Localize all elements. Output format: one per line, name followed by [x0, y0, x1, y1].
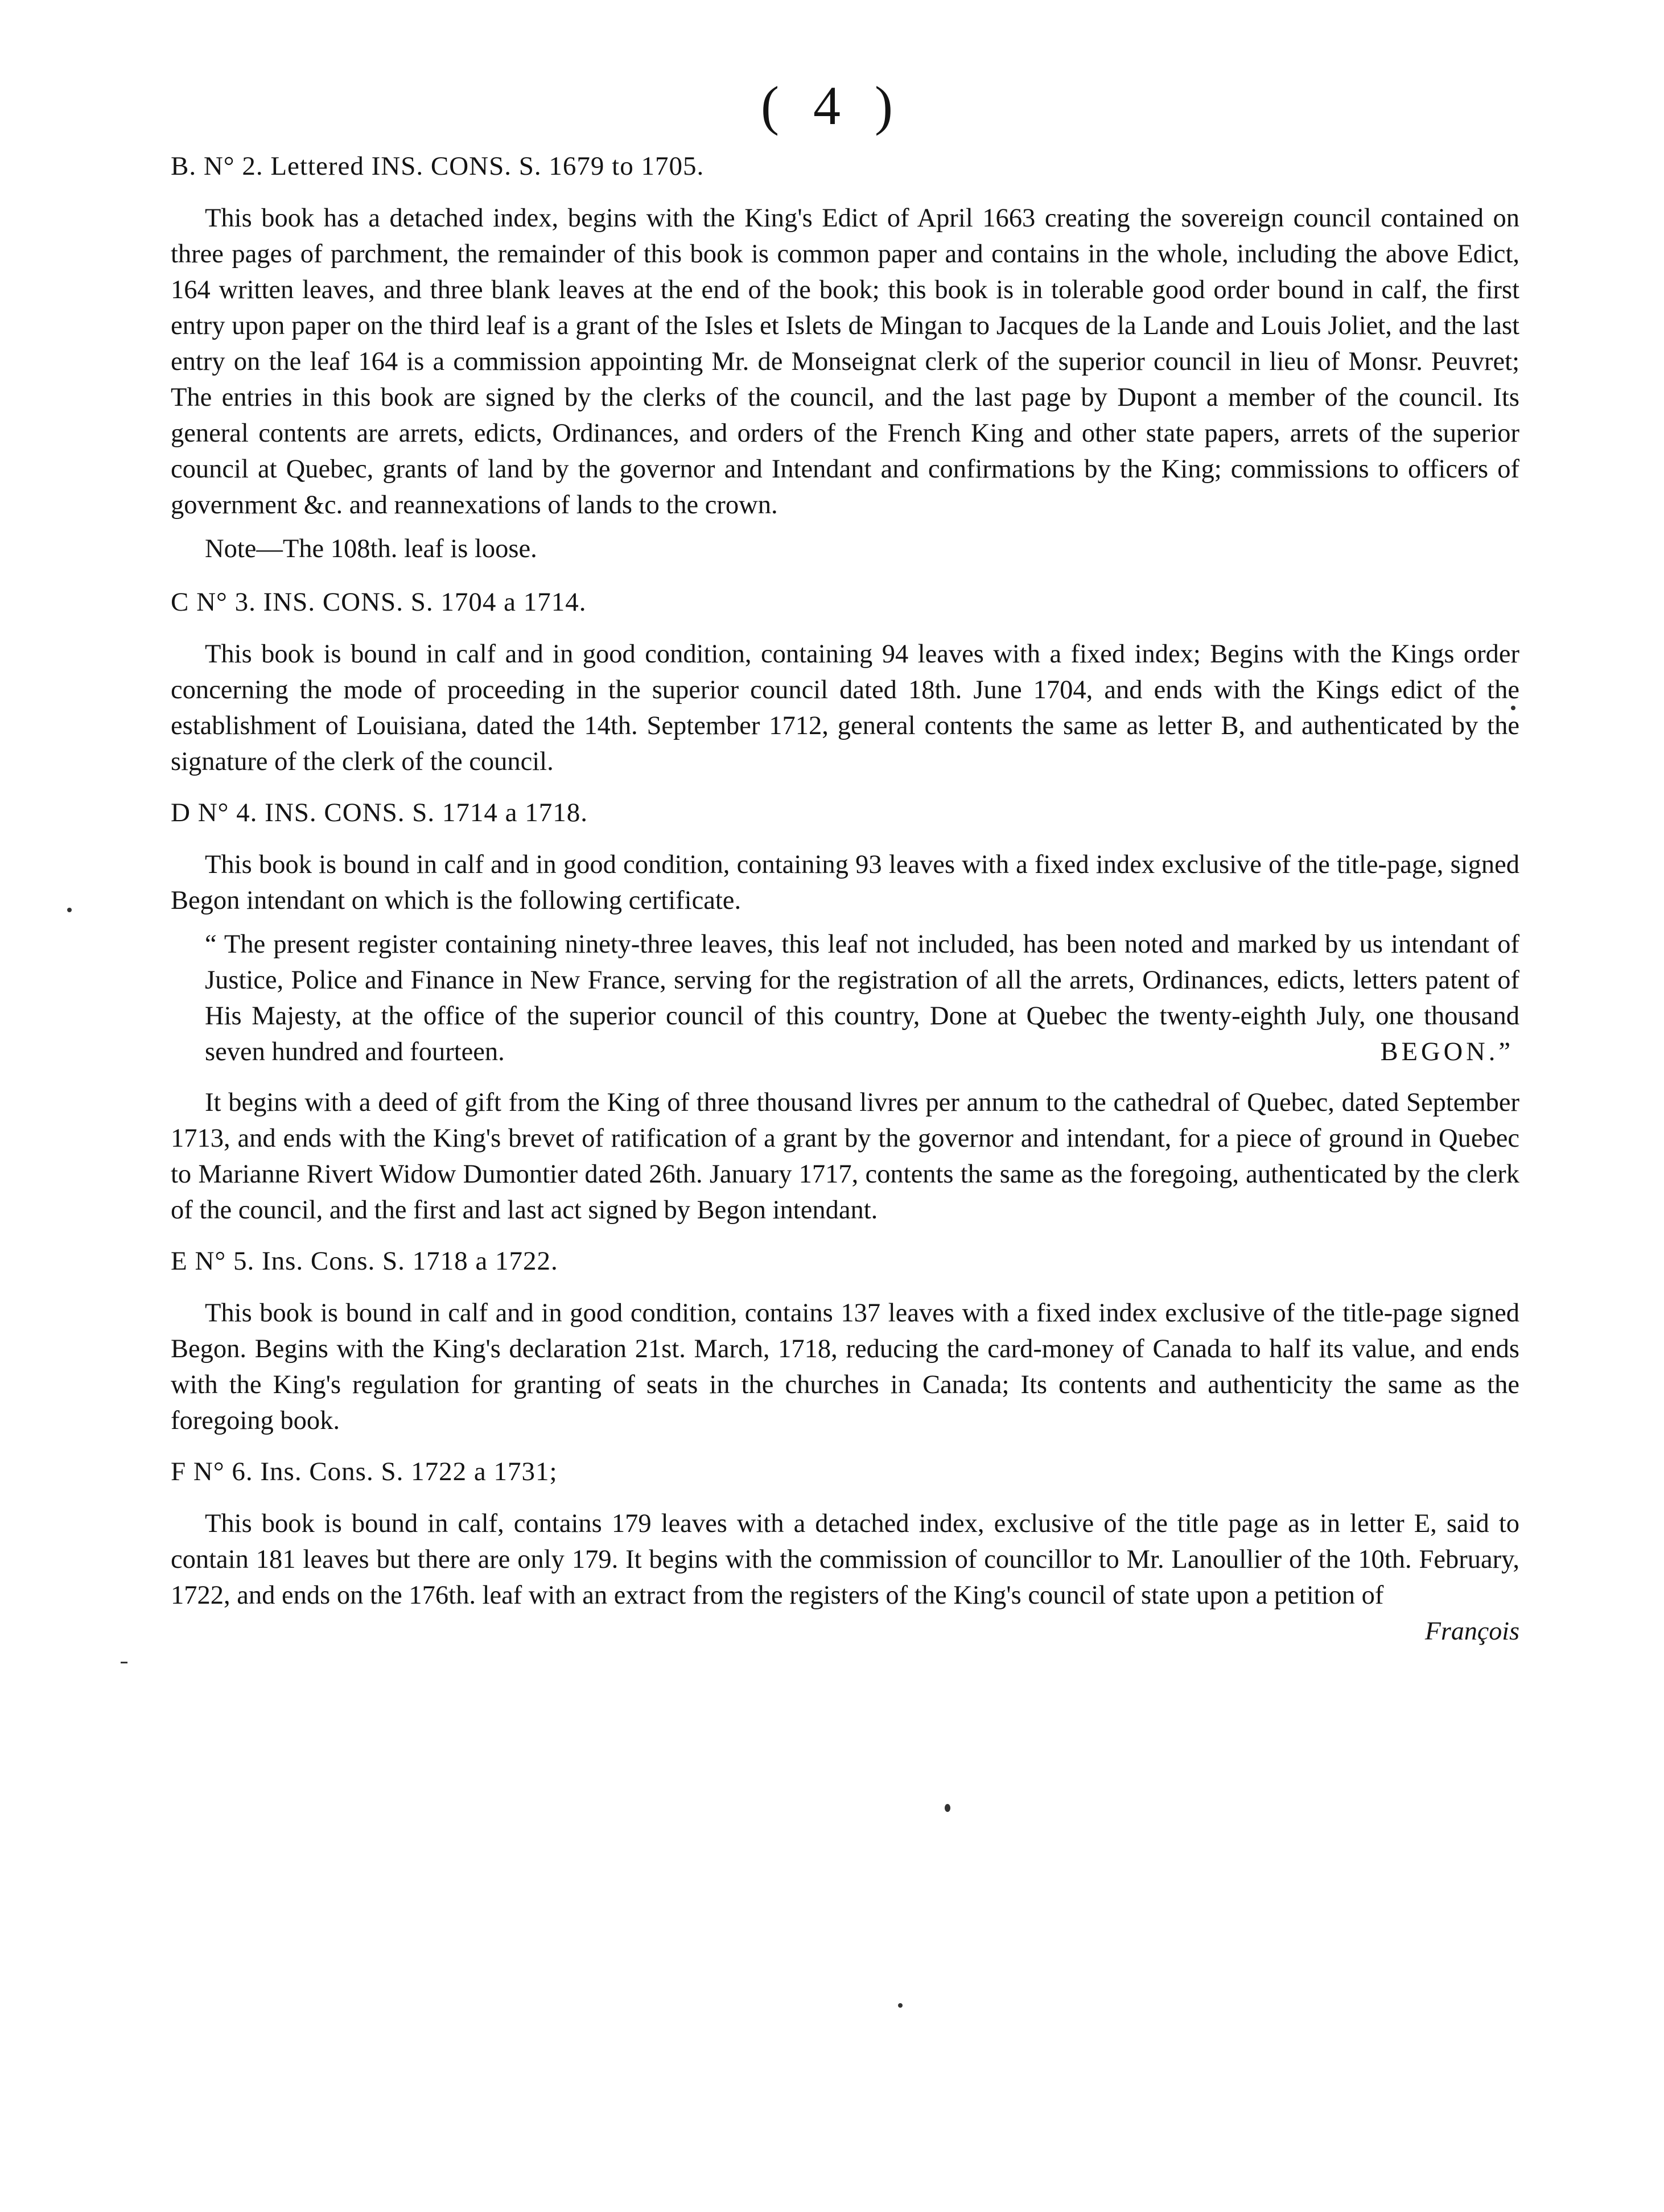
- entry-paragraph: This book has a detached index, begins with the King's Edict of April 1663 creating the sovereign council contained on three pages of parchment, the remainder of this book is common paper and contains in the whole, including the above Edict, 164 written leaves, and three blank leaves at the end of the book; this book is in tolerable good order bound in calf, the first entry upon paper on the third leaf is a grant of the Isles et Islets de Mingan to Jacques de la Lande and Louis Joliet, and the last entry on the leaf 164 is a commission appointing Mr. de Monseignat clerk of the superior council in lieu of Monsr. Peuvret; The entries in this book are signed by the clerks of the council, and the last page by Dupont a member of the council. Its general contents are arrets, edicts, Ordinances, and orders of the French King and other state papers, arrets of the superior council at Quebec, grants of land by the governor and Intendant and confirmations by the King; commissions to officers of government &c. and reannexations of lands to the crown.: [171, 204, 1519, 520]
- entry-f: [171, 1453, 1519, 1613]
- page-number: ( 4 ): [761, 75, 903, 136]
- entry-heading: F N° 6. Ins. Cons. S. 1722 a 1731;: [171, 1457, 558, 1486]
- catchword: François: [1424, 1616, 1519, 1645]
- entry-c: [171, 584, 1519, 780]
- certificate-text: “ The present register containing ninety-three leaves, this leaf not included, has been noted and marked by us intendant of Justice, Police and Finance in New France, serving for the registration of all the arrets, Ordinances, edicts, letters patent of His Majesty, at the office of the superior council of this country, Done at Quebec the twenty-eighth July, one thousand seven hundred and fourteen.: [205, 930, 1519, 1066]
- print-speck: [67, 908, 72, 912]
- entry-heading: D N° 4. INS. CONS. S. 1714 a 1718.: [171, 798, 588, 827]
- print-speck: [898, 2003, 903, 2008]
- certificate-quote: [171, 926, 1519, 1070]
- entry-heading: E N° 5. Ins. Cons. S. 1718 a 1722.: [171, 1246, 558, 1276]
- certificate-signer: BEGON.”: [1380, 1037, 1514, 1066]
- entry-heading: C N° 3. INS. CONS. S. 1704 a 1714.: [171, 587, 587, 617]
- entry-heading: B. N° 2. Lettered INS. CONS. S. 1679 to 1705.: [171, 151, 705, 181]
- print-speck: [121, 1662, 127, 1663]
- print-speck: [1511, 706, 1515, 710]
- entry-paragraph: It begins with a deed of gift from the King of three thousand livres per annum to the cathedral of Quebec, dated September 1713, and ends with the King's brevet of ratification of a grant by the governor and intendant, for a piece of ground in Quebec to Marianne Rivert Widow Dumontier dated 26th. January 1717, contents the same as the foregoing, authenticated by the clerk of the council, and the first and last act signed by Begon intendant.: [171, 1088, 1519, 1225]
- entry-note: Note—The 108th. leaf is loose.: [205, 534, 537, 563]
- entry-d: [171, 794, 1519, 1228]
- entry-paragraph: This book is bound in calf and in good condition, containing 94 leaves with a fixed index; Begins with the Kings order concerning the mode of proceeding in the superior council dated 18th. June 1704, and ends with the Kings edict of the establishment of Louisiana, dated the 14th. September 1712, general contents the same as letter B, and authenticated by the signature of the clerk of the council.: [171, 640, 1519, 776]
- entry-b: [171, 148, 1519, 567]
- entry-paragraph: This book is bound in calf, contains 179 leaves with a detached index, exclusive of the title page as in letter E, said to contain 181 leaves but there are only 179. It begins with the commission of councillor to Mr. Lanoullier of the 10th. February, 1722, and ends on the 176th. leaf with an extract from the registers of the King's council of state upon a petition of: [171, 1509, 1519, 1610]
- entry-e: [171, 1243, 1519, 1439]
- entry-paragraph: This book is bound in calf and in good condition, containing 93 leaves with a fixed index exclusive of the title-page, signed Begon intendant on which is the following certificate.: [171, 850, 1519, 915]
- entry-paragraph: This book is bound in calf and in good condition, contains 137 leaves with a fixed index exclusive of the title-page signed Begon. Begins with the King's declaration 21st. March, 1718, reducing the card-money of Canada to half its value, and ends with the King's regulation for granting of seats in the churches in Canada; Its contents and authenticity the same as the foregoing book.: [171, 1299, 1519, 1435]
- print-speck: [945, 1804, 950, 1812]
- text-body: [171, 142, 1519, 1646]
